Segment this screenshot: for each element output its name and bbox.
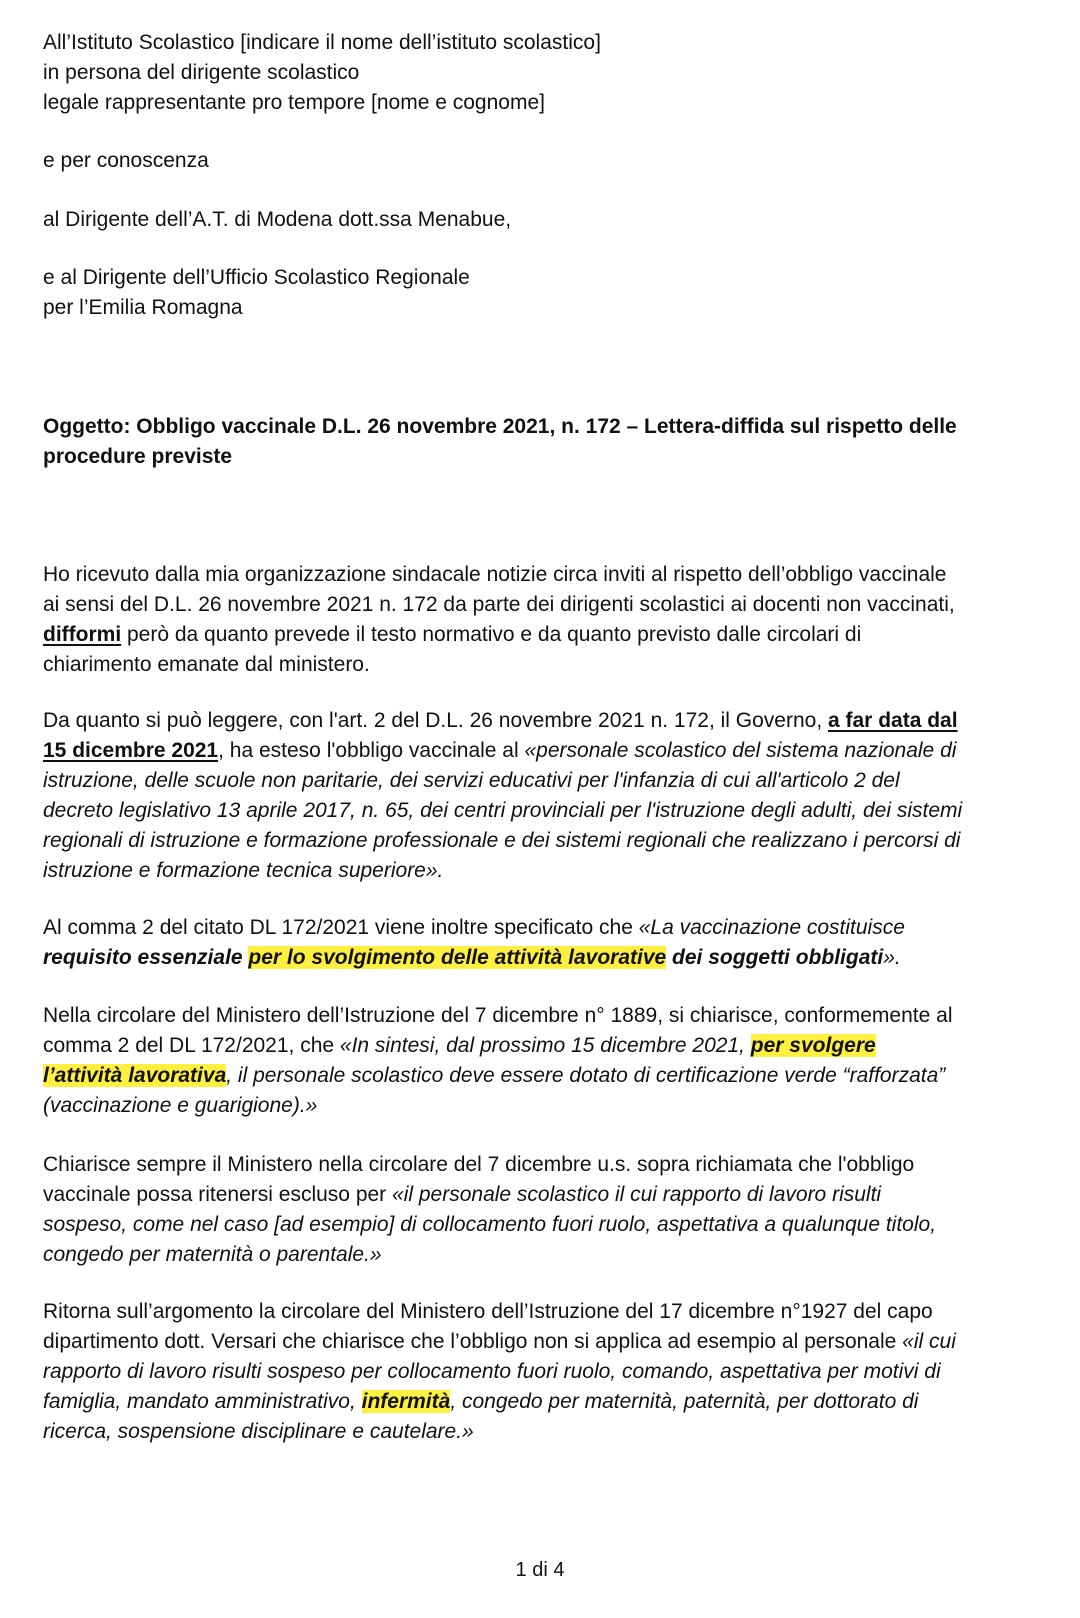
recipient-line-2: in persona del dirigente scolastico [43, 61, 360, 84]
p4-line-3-text: , il personale scolastico deve essere dotato di certificazione verde “rafforzata” [226, 1064, 946, 1087]
p1-line-1: Ho ricevuto dalla mia organizzazione sindacale notizie circa inviti al rispetto dell’obbligo vaccinale [43, 563, 947, 586]
p3-quote-end: ». [883, 946, 901, 969]
subject-line-2: procedure previste [43, 445, 233, 468]
paragraph-2 [43, 706, 962, 886]
p3-highlight: per lo svolgimento delle attività lavorative [248, 946, 667, 969]
paragraph-1 [43, 560, 955, 680]
p3-line-2 [43, 943, 905, 973]
page-number: 1 di 4 [515, 1559, 565, 1581]
p6-quote: «il cui [902, 1330, 956, 1353]
p1-line-2: ai sensi del D.L. 26 novembre 2021 n. 172 da parte dei dirigenti scolastici ai docenti non vaccinati, [43, 593, 955, 616]
p1-line-3 [43, 620, 955, 650]
cc-intro: e per conoscenza [43, 149, 209, 172]
difformi-emphasis: difformi [43, 623, 122, 646]
date-emphasis-b: 15 dicembre 2021 [43, 739, 219, 762]
recipient-block [43, 28, 601, 118]
infermita-highlight: infermità [361, 1390, 451, 1413]
p2-line-1-text: Da quanto si può leggere, con l'art. 2 del D.L. 26 novembre 2021 n. 172, il Governo, [43, 709, 828, 732]
p6-line-1: Ritorna sull’argomento la circolare del Ministero dell’Istruzione del 17 dicembre n°1927 del capo [43, 1300, 933, 1323]
p4-highlight-b: l’attività lavorativa [43, 1064, 227, 1087]
p5-line-4: congedo per maternità o parentale.» [43, 1243, 382, 1266]
p3-quote-start: «La vaccinazione costituisce [638, 916, 905, 939]
p6-line-2-text: dipartimento dott. Versari che chiarisce che l’obbligo non si applica ad esempio al personale [43, 1330, 903, 1353]
p4-highlight-a: per svolgere [750, 1034, 876, 1057]
p5-line-1: Chiarisce sempre il Ministero nella circolare del 7 dicembre u.s. sopra richiamata che l'obbligo [43, 1153, 915, 1176]
cc-recipient-2-line-2: per l’Emilia Romagna [43, 296, 243, 319]
subject-line [43, 412, 957, 472]
cc-recipient-2 [43, 263, 470, 323]
cc-recipient-1: al Dirigente dell’A.T. di Modena dott.ssa Menabue, [43, 208, 512, 231]
p1-line-3-rest: però da quanto prevede il testo normativo e da quanto previsto dalle circolari di [121, 623, 862, 646]
p3-line-1 [43, 913, 905, 943]
p4-line-2-text: comma 2 del DL 172/2021, che [43, 1034, 340, 1057]
p2-line-3: istruzione, delle scuole non paritarie, dei servizi educativi per l'infanzia di cui all'articolo 2 del [43, 769, 900, 792]
p6-line-3: rapporto di lavoro risulti sospeso per collocamento fuori ruolo, comando, aspettativa per motivi di [43, 1360, 941, 1383]
p6-line-4 [43, 1387, 956, 1417]
p6-line-5: ricerca, sospensione disciplinare e cautelare.» [43, 1420, 474, 1443]
p4-quote: «In sintesi, dal prossimo 15 dicembre 2021, [339, 1034, 751, 1057]
p3-line-1-text: Al comma 2 del citato DL 172/2021 viene inoltre specificato che [43, 916, 639, 939]
cc-recipient-2-line-1: e al Dirigente dell’Ufficio Scolastico Regionale [43, 266, 470, 289]
p5-line-2-text: vaccinale possa ritenersi escluso per [43, 1183, 393, 1206]
p2-quote-start: «personale scolastico del sistema nazionale di [524, 739, 957, 762]
subject-line-1: Oggetto: Obbligo vaccinale D.L. 26 novembre 2021, n. 172 – Lettera-diffida sul rispetto delle [43, 415, 957, 438]
p2-line-5: regionali di istruzione e formazione professionale e dei sistemi regionali che realizzano i percorsi di [43, 829, 961, 852]
date-emphasis-a: a far data dal [828, 709, 958, 732]
p3-bold-b: dei soggetti obbligati [666, 946, 884, 969]
p5-quote: «il personale scolastico il cui rapporto di lavoro risulti [392, 1183, 882, 1206]
p2-line-4: decreto legislativo 13 aprile 2017, n. 65, dei centri provinciali per l'istruzione degli adulti, dei sistemi [43, 799, 963, 822]
p6-line-2 [43, 1327, 956, 1357]
recipient-line-3: legale rappresentante pro tempore [nome e cognome] [43, 91, 545, 114]
p4-line-2 [43, 1031, 952, 1061]
p2-line-6: istruzione e formazione tecnica superiore». [43, 859, 444, 882]
p2-line-2 [43, 736, 962, 766]
p3-bold-a: requisito essenziale [43, 946, 249, 969]
paragraph-4 [43, 1001, 952, 1121]
paragraph-6 [43, 1297, 956, 1447]
paragraph-3 [43, 913, 905, 973]
p2-line-1 [43, 706, 962, 736]
recipient-line-1: All’Istituto Scolastico [indicare il nome dell’istituto scolastico] [43, 31, 601, 54]
p6-line-4-text: famiglia, mandato amministrativo, [43, 1390, 362, 1413]
p4-line-1: Nella circolare del Ministero dell’Istruzione del 7 dicembre n° 1889, si chiarisce, conformemente al [43, 1004, 953, 1027]
paragraph-5 [43, 1150, 936, 1270]
p4-line-3 [43, 1061, 952, 1091]
p5-line-2 [43, 1180, 936, 1210]
p5-line-3: sospeso, come nel caso [ad esempio] di collocamento fuori ruolo, aspettativa a qualunque titolo, [43, 1213, 937, 1236]
p6-line-4-rest: , congedo per maternità, paternità, per dottorato di [450, 1390, 919, 1413]
p1-line-4: chiarimento emanate dal ministero. [43, 653, 370, 676]
p4-line-4: (vaccinazione e guarigione).» [43, 1094, 318, 1117]
p2-line-2-text: , ha esteso l'obbligo vaccinale al [218, 739, 525, 762]
